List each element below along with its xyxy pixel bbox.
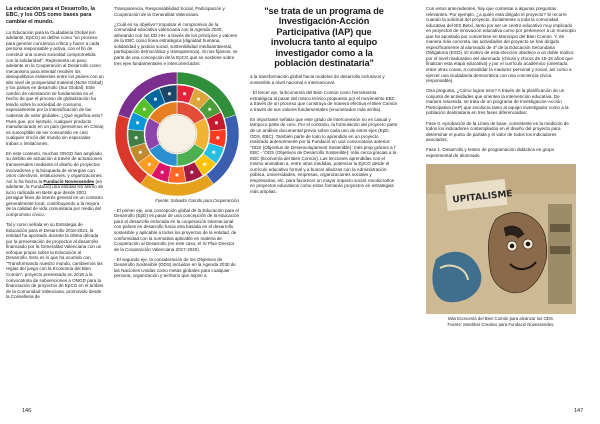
page-number-right: 147 (574, 408, 584, 414)
goal-tile-icon (139, 150, 142, 153)
goal-tile-icon (208, 107, 211, 110)
goal-tile-icon (203, 162, 206, 165)
left-column-1 (6, 6, 104, 304)
goal-tile-icon (197, 97, 200, 100)
page-number-left: 146 (22, 408, 32, 414)
left-column-2 (114, 6, 240, 284)
fundacion-link[interactable]: Fundació Novessendes (43, 178, 95, 184)
paragraph: Con estos antecedentes, hay que contestar a algunas preguntas relevantes. Por ejemplo, ¿a quién está dirigido el proyecto? Si recorre cuando la solicitud del proyecto, inicialmente a toda la comunidad educativa del IES Betxí, tanto por ser un centro educativo muy implicado en proyectos de innovación educativa como por pertenecer a un municipio que ha apostado por convertirse en Municipio del Bien Común. Y, de manera más concreta, las actividades del proyecto se han dirigido específicamente al alumnado de 4º de la Educación Secundaria Obligatoria (ESO). El motivo de esta elección obedece a un doble motivo: por el nivel madurativo del alumnado (chicas y chicos de 15-16 años que finalizan esta etapa educativa) y por el currículo académico (orientado, entre otras cosas, a consolidar la madurez personal y social, así como a ejercer una ciudadanía democrática con una conciencia cívica responsable). (426, 6, 576, 84)
paragraph: Fase 1. Desarrollo y testeo de programación didáctica en grupo experimental de alumnado (426, 147, 555, 158)
graffiti-photo (426, 164, 576, 314)
goal-tile-icon (215, 121, 218, 124)
sdg-wheel-diagram (114, 71, 240, 197)
paragraph: La Educación para la Ciudadanía Global (en adelante, EpCG) se define como "un proceso para generar conciencia crítica y hacer a cada persona responsable y activa, con el fin de construir una nueva sociedad comprometida con la solidaridad". Representa un paso adelante en la Cooperación al Desarrollo como mecanismo para intentar resolver los desequilibrios existentes entre los países con un alto nivel de prosperidad material (Norte Global) y los países en desarrollo (Sur Global). Este cambio de orientación se fundamenta en el hecho de que el proceso de globalización ha tenido sobre la sociedad de consumo, especialmente por la intensificación de las cadenas de valor globales. ¿Qué significa esto? Pues que, por ejemplo, cualquier producto manufacturado en un país (pensemos en China) es susceptible de ser consumido en casi cualquier rincón del mundo sin especiales trabas o limitaciones. (6, 29, 104, 146)
paragraph: Otra pregunta, ¿Cómo lograr esto? A través de la planificación de un conjunto de actividades que orienten la intervención educativa. De manera resumida, se trata de un programa de Investigación-Acción Participativa (IAP) que involucra tanto al equipo investigador como a la población destinataria en tres fases diferenciadas: (426, 88, 569, 116)
right-column-2 (426, 6, 576, 327)
paragraph: Es importante señalar que este grado de interconexión no es casual y tampoco parte de cero. Por el contrario, la formulación del proyecto parte de un análisis documental previo sobre cada uno de estos ejes (EpD, ODS, EBC). También parte de todo lo aprendido en un proyecto realizado anteriormente por la Fundació en una convocatoria anterior: "ODS (Objectius de Desenvolupament Sostenible): més prop gràcies a l' EBC - 'ODS (Objetivos de Desarrollo Sostenible): más cerca gracias a la EBC (Economía del Bien Común). Las lecciones aprendidas con el mismo animaban a, entre otras medidas, potenciar la EpCG desde el currículo educativo formal y a buscar alianzas con la Administración pública, universidades, empresas, organizaciones sociales y empresarias, etc. para favorecer un mayor impacto social. Involucrarlos en proyectos educativos como estos formarán proyectos en estrategias más amplias. (250, 116, 398, 195)
wheel-center (158, 115, 196, 153)
figure-caption: Fuente: Salvador Garrido para Cooperacción. (155, 197, 240, 203)
goal-tile-icon (183, 92, 186, 95)
goal-tile-icon (212, 150, 215, 153)
goal-tile-icon (216, 136, 219, 139)
paragraph: - El primer eje, una concepción global de la Educación para el Desarrollo (EpD) es pasar de una concepción de la educación para el desarrollo enfocada en la cooperación internacional con países en desarrollo hacia otra basada en el desarrollo sostenible y aplicable a todos los proyectos de la entidad, de conformidad con la normativa aplicable en materia de Cooperación al Desarrollo (en este caso, el IV Plan Director de la Cooperación Valenciana 2017-2020). (114, 207, 240, 252)
paragraph: En este contexto, muchas ONGD han ampliado su ámbito de actuación a través de actuaciones transversales mediante el diseño de proyectos innovadores y la búsqueda de sinergias con otros colectivos, instituciones, y organizaciones. Así lo ha hecho la Fundació Novessendes (en adelante, la Fundació) una entidad sin ánimo de lucro radicada en Betxí que desde 2001 persigue fines de interés general en un contexto generalmente local, contribuyendo a la mejora de la calidad de vida comunitaria por medio del compromiso cívico. (6, 150, 104, 217)
right-column-1 (250, 6, 398, 199)
pull-quote: "se trata de un programa de Investigación-Acción Participativa (IAP) que involucra tanto al equipo investigador como a la población destinataria" (264, 6, 384, 69)
goal-tile-icon (148, 162, 151, 165)
paragraph: Transparencia, Responsabilidad Social, Participación y Cooperación de la Generalitat Valenciana. (114, 6, 225, 17)
goal-tile-icon (136, 121, 139, 124)
sdg-wheel-figure (114, 71, 240, 197)
goal-tile-icon (161, 170, 164, 173)
paragraph: - El tercer eje, la Economía del Bien Común como herramienta estratégica al pasar del marco teórico propuesto por el movimiento EBC a través de un proceso que construya de manera efectiva el Bien Común a través de sus valores fundamentales (enumerados más arriba). (250, 90, 398, 112)
goal-tile-icon (135, 136, 138, 139)
photo-caption: Más Economía del Bien Común para alcanzar los ODS. Fuente: Moebhar Creativo para Fundació Novessendes. (447, 316, 555, 327)
graffiti-sign-text: UPITALISME (452, 189, 514, 206)
section-heading: La educación para el Desarrollo, la EBC, y los ODS como bases para cambiar el mundo. (6, 6, 95, 25)
goal-tile-icon (154, 97, 157, 100)
paragraph: ¿Cuál es su objetivo? Impulsar el compromiso de la comunidad educativa valenciana con la Agenda 2030, alineando con los DD.HH. a través de los principios y valores de la EBC como línea estratégica (dignidad humana, solidaridad y justicia social, sostenibilidad medioambiental, participación democrática y transparencia). Si nos fijamos, se parte de una concepción de la EpCG que se sostiene sobre tres ejes fundamentales e interconectados: (114, 21, 238, 66)
paragraph: Fase 0. Aprobación de la Línea de base, consistente en la medición de todos los indicadores contemplados en el diseño del proyecto para determinar el punto de partida y el valor de todos los indicadores asociados; (426, 120, 569, 143)
paragraph: a la transformación global hacia modelos de desarrollo inclusivos y sostenible a nivel nacional e internacional. (250, 74, 385, 85)
goal-tile-icon (168, 92, 171, 95)
goal-tile-icon (190, 170, 193, 173)
graffiti-wall-image (426, 164, 576, 314)
goal-tile-icon (175, 173, 178, 176)
paragraph: Tal y como señala en su Estrategia de Educación para el Desarrollo 2018-2021, la entidad ha apostado durante la última década por la presentación de proyectos al desarrollo financiado por la Generalitat Valenciana con un enfoque propio sobre la Educación al Desarrollo. Esto es lo que ha ocurrido con "Transformando nuestro mundo, cambiemos las reglas del juego con la Economía del Bien Común", proyecto presentado en 2018 a la convocatoria de subvenciones a ONGD para la financiación de proyectos de EpCG en el ámbito de la Comunidad Valenciana, promovido desde la Conselleria de (6, 222, 104, 300)
paragraph: - El segundo eje, la consideración de los Objetivos de Desarrollo Sostenible (ODS) incluidos en la Agenda 2030 de las Naciones Unidas como metas globales para cualquier persona, organización y territorio que aspire a (114, 256, 236, 279)
goal-tile-icon (143, 107, 146, 110)
